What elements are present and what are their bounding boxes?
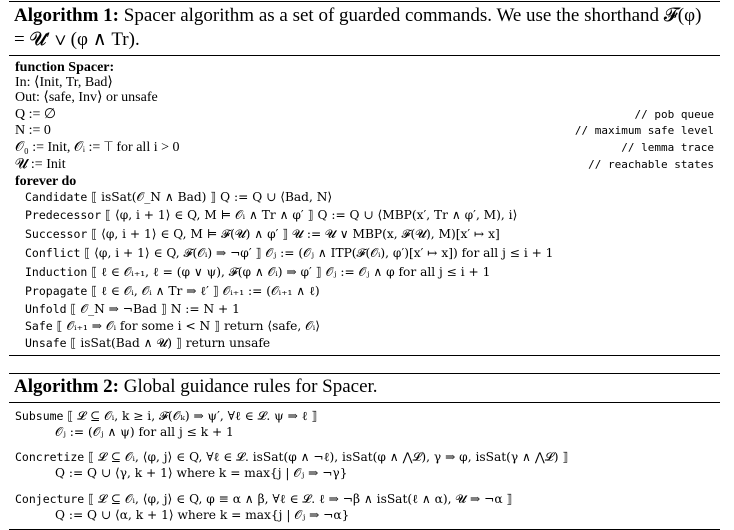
rule-name: Induction bbox=[25, 265, 88, 279]
rule-concretize-guard bbox=[15, 450, 714, 465]
rule-body: ⟦ isSat(𝒪_N ∧ Bad) ⟧ Q := Q ∪ ⟨Bad, N⟩ bbox=[91, 190, 333, 204]
rule-safe bbox=[15, 319, 714, 334]
rule-body: ⟦ ⟨φ, i + 1⟩ ∈ Q, M ⊨ 𝓕(𝓤) ∧ φ′ ⟧ 𝓤 := 𝓤 ∨ MBP(x, 𝓕(𝓤), M)[x′ ↦ x] bbox=[91, 227, 500, 241]
rule-name: Subsume bbox=[15, 409, 64, 423]
rule-concretize-action: Q := Q ∪ ⟨γ, k + 1⟩ where k = max{j | 𝒪ⱼ ⇒ ¬γ} bbox=[55, 466, 348, 480]
algorithm-1-caption-text: Spacer algorithm as a set of guarded commands. We use the shorthand 𝓕(φ) = 𝓤′ ∨ (φ ∧ Tr). bbox=[14, 5, 702, 50]
rule-propagate bbox=[15, 284, 714, 299]
init-comment: // maximum safe level bbox=[574, 124, 714, 137]
rule-conjecture-guard bbox=[15, 492, 714, 507]
forever-loop: forever do bbox=[15, 174, 77, 189]
rule-name: Conflict bbox=[25, 246, 81, 260]
rule-name: Safe bbox=[25, 319, 53, 333]
init-code: 𝒪₀ := Init, 𝒪ᵢ := ⊤ for all i > 0 bbox=[15, 140, 180, 155]
algorithm-1-box bbox=[9, 1, 720, 356]
init-code: N := 0 bbox=[15, 123, 51, 138]
rule-name: Predecessor bbox=[25, 208, 102, 222]
rule-body: ⟦ ⟨φ, i + 1⟩ ∈ Q, M ⊨ 𝒪ᵢ ∧ Tr ∧ φ′ ⟧ Q := Q ∪ ⟨MBP(x′, Tr ∧ φ′, M), i⟩ bbox=[105, 208, 518, 222]
rule-name: Candidate bbox=[25, 190, 88, 204]
algorithm-1-caption bbox=[14, 4, 716, 52]
rule-guard: ⟦ 𝓛 ⊆ 𝒪ᵢ, ⟨φ, j⟩ ∈ Q, φ ≡ α ∧ β, ∀ℓ ∈ 𝓛. ℓ ⇒ ¬β ∧ isSat(ℓ ∧ α), 𝓤 ⇒ ¬α ⟧ bbox=[88, 492, 513, 506]
input-line: In: ⟨Init, Tr, Bad⟩ bbox=[15, 75, 113, 90]
init-line-queue bbox=[15, 107, 714, 122]
algorithm-2-caption bbox=[14, 375, 716, 399]
rule-body: ⟦ isSat(Bad ∧ 𝓤) ⟧ return unsafe bbox=[70, 336, 271, 350]
rule-name: Concretize bbox=[15, 450, 85, 464]
rule-body: ⟦ ℓ ∈ 𝒪ᵢ, 𝒪ᵢ ∧ Tr ⇒ ℓ′ ⟧ 𝒪ᵢ₊₁ := (𝒪ᵢ₊₁ ∧ ℓ) bbox=[91, 284, 320, 298]
rule-conjecture-action: Q := Q ∪ ⟨α, k + 1⟩ where k = max{j | 𝒪ⱼ ⇒ ¬α} bbox=[55, 508, 350, 522]
init-line-reachable bbox=[15, 157, 714, 172]
init-code: Q := ∅ bbox=[15, 107, 57, 122]
rule-subsume-guard bbox=[15, 409, 714, 424]
rule-name: Unfold bbox=[25, 302, 67, 316]
rule-name: Successor bbox=[25, 227, 88, 241]
rule-body: ⟦ 𝒪ᵢ₊₁ ⇒ 𝒪ᵢ for some i < N ⟧ return ⟨safe, 𝒪ᵢ⟩ bbox=[56, 319, 320, 333]
rule-body: ⟦ ⟨φ, i + 1⟩ ∈ Q, 𝓕(𝒪ᵢ) ⇒ ¬φ′ ⟧ 𝒪ⱼ := (𝒪ⱼ ∧ ITP(𝓕(𝒪ᵢ), φ′)[x′ ↦ x]) for all j ≤ i + 1 bbox=[84, 246, 554, 260]
init-code: 𝓤 := Init bbox=[15, 157, 66, 172]
algorithm-2-caption-label: Algorithm 2: bbox=[14, 376, 120, 397]
rule-unfold bbox=[15, 302, 714, 317]
function-header: function Spacer: bbox=[15, 60, 115, 75]
rule-induction bbox=[15, 265, 714, 280]
rule-candidate bbox=[15, 190, 714, 205]
caption-rule bbox=[9, 402, 720, 403]
rule-conflict bbox=[15, 246, 714, 261]
caption-rule bbox=[9, 55, 720, 56]
output-line: Out: ⟨safe, Inv⟩ or unsafe bbox=[15, 90, 158, 105]
init-comment: // reachable states bbox=[588, 158, 714, 171]
rule-predecessor bbox=[15, 208, 714, 223]
init-comment: // pob queue bbox=[634, 108, 714, 121]
rule-unsafe bbox=[15, 336, 714, 351]
algorithm-1-caption-label: Algorithm 1: bbox=[14, 5, 120, 26]
rule-body: ⟦ ℓ ∈ 𝒪ᵢ₊₁, ℓ = (φ ∨ ψ), 𝓕(φ ∧ 𝒪ᵢ) ⇒ φ′ ⟧ 𝒪ⱼ := 𝒪ⱼ ∧ φ for all j ≤ i + 1 bbox=[91, 265, 491, 279]
init-line-trace bbox=[15, 140, 714, 155]
rule-name: Propagate bbox=[25, 284, 88, 298]
rule-successor bbox=[15, 227, 714, 242]
rule-name: Unsafe bbox=[25, 336, 67, 350]
algorithm-2-caption-text: Global guidance rules for Spacer. bbox=[123, 376, 378, 397]
init-line-level bbox=[15, 123, 714, 138]
algorithm-2-box bbox=[9, 373, 720, 530]
rule-guard: ⟦ 𝓛 ⊆ 𝒪ᵢ, k ≥ i, 𝓕(𝒪ₖ) ⇒ ψ′, ∀ℓ ∈ 𝓛. ψ ⇒ ℓ ⟧ bbox=[67, 409, 318, 423]
init-comment: // lemma trace bbox=[621, 141, 714, 154]
rule-name: Conjecture bbox=[15, 492, 85, 506]
rule-subsume-action: 𝒪ⱼ := (𝒪ⱼ ∧ ψ) for all j ≤ k + 1 bbox=[55, 425, 234, 439]
rule-body: ⟦ 𝒪_N ⇒ ¬Bad ⟧ N := N + 1 bbox=[70, 302, 240, 316]
rule-guard: ⟦ 𝓛 ⊆ 𝒪ᵢ, ⟨φ, j⟩ ∈ Q, ∀ℓ ∈ 𝓛. isSat(φ ∧ ¬ℓ), isSat(φ ∧ ⋀𝓛), γ ⇒ φ, isSat(γ ∧ ⋀𝓛) ⟧ bbox=[88, 450, 569, 464]
